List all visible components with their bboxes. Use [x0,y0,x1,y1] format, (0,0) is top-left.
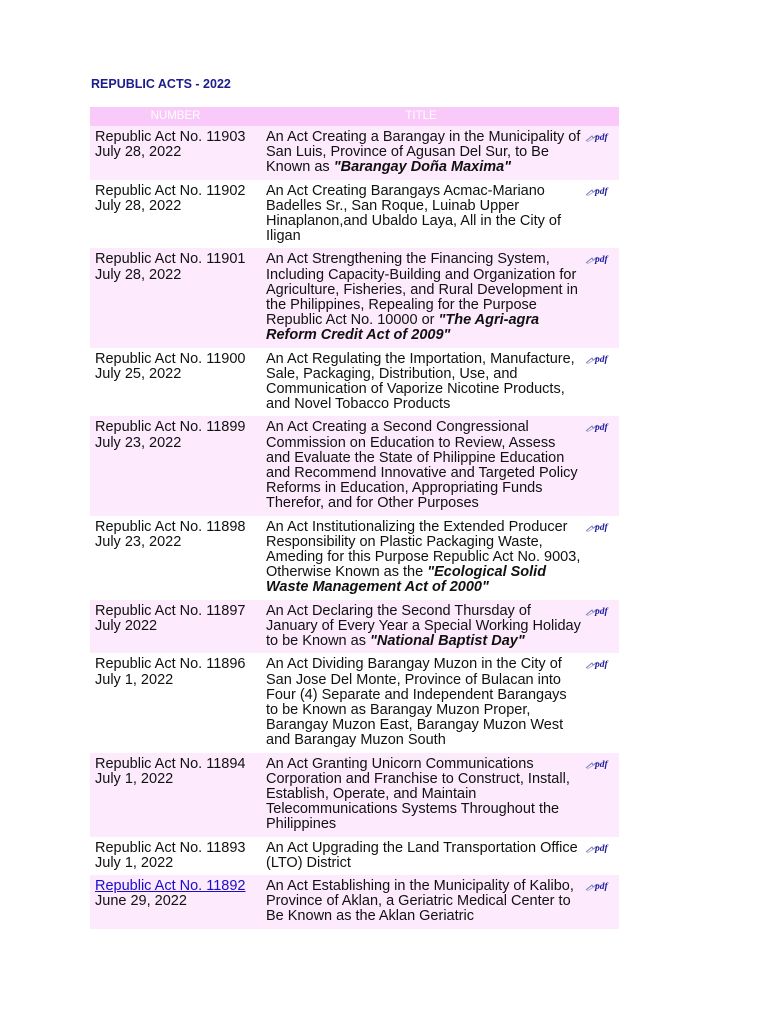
pdf-cell [581,653,619,752]
table-row [90,653,619,752]
act-number: Republic Act No. 11900 [95,350,246,367]
column-header-title: TITLE [261,107,581,126]
svg-text:pdf: pdf [595,843,608,854]
act-date: June 29, 2022 [95,893,187,910]
act-title: An Act Creating a Second Congressional Commission on Education to Review, Assess and Evaluate the State of Philippine Education and Recommend Innovative and Targeted Policy Reforms in Education, Appropriating Funds Therefor, and for Other Purposes [266,419,578,512]
act-title-cell [261,180,581,249]
table-row [90,875,619,929]
svg-text:pdf: pdf [595,881,608,892]
column-header-number: NUMBER [90,107,261,126]
act-title-cell [261,875,581,929]
svg-text:pdf: pdf [595,522,608,533]
act-title-emphasis: "Barangay Doña Maxima" [333,159,512,176]
act-title: An Act Institutionalizing the Extended Producer Responsibility on Plastic Packaging Waste, Ameding for this Purpose Republic Act No. 9003, Otherwise Known as the [266,518,581,581]
act-number-cell [90,600,261,654]
act-date: July 1, 2022 [95,854,174,871]
svg-text:pdf: pdf [595,759,608,770]
act-date: July 28, 2022 [95,266,182,283]
act-number-cell [90,248,261,347]
pdf-cell [581,416,619,515]
table-row [90,753,619,837]
pdf-cell [581,180,619,249]
pdf-cell [581,516,619,600]
act-date: July 28, 2022 [95,144,182,161]
act-number: Republic Act No. 11894 [95,755,246,772]
act-title: An Act Regulating the Importation, Manufacture, Sale, Packaging, Distribution, Use, and Communication of Vaporize Nicotine Products, and Novel Tobacco Products [266,350,575,413]
act-date: July 23, 2022 [95,533,182,550]
act-title-cell [261,248,581,347]
republic-acts-table [90,107,619,929]
table-row [90,126,619,180]
svg-text:pdf: pdf [595,606,608,617]
pdf-file-icon[interactable] [585,758,613,772]
pdf-file-icon[interactable] [585,185,613,199]
act-title-cell [261,348,581,417]
act-number-cell [90,416,261,515]
table-row [90,180,619,249]
act-title-emphasis: "National Baptist Day" [370,633,525,650]
pdf-cell [581,600,619,654]
pdf-file-icon[interactable] [585,421,613,435]
svg-text:pdf: pdf [595,186,608,197]
act-number-cell [90,875,261,929]
act-title-cell [261,516,581,600]
act-date: July 2022 [95,617,158,634]
act-title-cell [261,126,581,180]
act-number: Republic Act No. 11899 [95,419,246,436]
act-date: July 25, 2022 [95,365,182,382]
act-number: Republic Act No. 11901 [95,251,246,268]
svg-text:pdf: pdf [595,255,608,266]
act-title-cell [261,753,581,837]
act-number: Republic Act No. 11893 [95,839,246,856]
table-row [90,600,619,654]
table-row [90,248,619,347]
act-title: An Act Upgrading the Land Transportation Office (LTO) District [266,839,578,871]
pdf-file-icon[interactable] [585,842,613,856]
table-row [90,837,619,875]
table-row [90,416,619,515]
act-number-cell [90,837,261,875]
act-number-link[interactable]: Republic Act No. 11892 [95,877,246,894]
pdf-cell [581,248,619,347]
act-number: Republic Act No. 11898 [95,518,246,535]
column-header-pdf [581,107,619,126]
act-title-cell [261,416,581,515]
act-title-cell [261,600,581,654]
act-title-emphasis: "Ecological Solid Waste Management Act of 2000" [266,564,547,596]
act-title: An Act Declaring the Second Thursday of January of Every Year a Special Working Holiday to be Known as [266,602,581,650]
svg-text:pdf: pdf [595,423,608,434]
act-date: July 23, 2022 [95,434,182,451]
table-row [90,348,619,417]
table-header-row [90,107,619,126]
act-title: An Act Granting Unicorn Communications Corporation and Franchise to Construct, Install, Establish, Operate, and Maintain Telecommunications Systems Throughout the Philippines [266,755,570,833]
act-number-cell [90,753,261,837]
svg-text:pdf: pdf [595,354,608,365]
pdf-cell [581,126,619,180]
act-number-cell [90,516,261,600]
act-title: An Act Strengthening the Financing System, Including Capacity-Building and Organization for Agriculture, Fisheries, and Rural Development in the Philippines, Repealing for the Purpose Republic Act No. 10000 or [266,251,578,329]
act-number-cell [90,126,261,180]
svg-text:pdf: pdf [595,660,608,671]
act-number: Republic Act No. 11902 [95,182,246,199]
act-date: July 1, 2022 [95,671,174,688]
act-number: Republic Act No. 11903 [95,129,246,145]
pdf-file-icon[interactable] [585,880,613,894]
act-title: An Act Dividing Barangay Muzon in the City of San Jose Del Monte, Province of Bulacan into Four (4) Separate and Independent Barangays to be Known as Barangay Muzon Proper, Barangay Muzon East, Barangay Muzon West and Barangay Muzon South [266,656,567,749]
pdf-file-icon[interactable] [585,605,613,619]
pdf-file-icon[interactable] [585,253,613,267]
pdf-file-icon[interactable] [585,353,613,367]
act-title-cell [261,653,581,752]
svg-text:pdf: pdf [595,133,608,143]
act-title-cell [261,837,581,875]
act-date: July 28, 2022 [95,197,182,214]
pdf-cell [581,753,619,837]
page-title: REPUBLIC ACTS - 2022 [91,77,231,91]
pdf-cell [581,837,619,875]
pdf-file-icon[interactable] [585,521,613,535]
act-title: An Act Creating Barangays Acmac-Mariano Badelles Sr., San Roque, Luinab Upper Hinaplanon,and Ubaldo Laya, All in the City of Iligan [266,182,562,245]
act-title: An Act Establishing in the Municipality of Kalibo, Province of Aklan, a Geriatric Medical Center to Be Known as the Aklan Geriatric [266,877,574,925]
act-number: Republic Act No. 11896 [95,656,246,673]
act-title-emphasis: "The Agri-agra Reform Credit Act of 2009" [266,312,540,344]
pdf-file-icon[interactable] [585,131,613,145]
act-number: Republic Act No. 11897 [95,602,246,619]
act-title: An Act Creating a Barangay in the Municipality of San Luis, Province of Agusan Del Sur, to Be Known as [266,129,581,176]
act-date: July 1, 2022 [95,770,174,787]
pdf-cell [581,875,619,929]
table-row [90,516,619,600]
table-body [90,126,619,929]
act-number-cell [90,653,261,752]
pdf-cell [581,348,619,417]
pdf-file-icon[interactable] [585,658,613,672]
act-number-cell [90,348,261,417]
act-number-cell [90,180,261,249]
